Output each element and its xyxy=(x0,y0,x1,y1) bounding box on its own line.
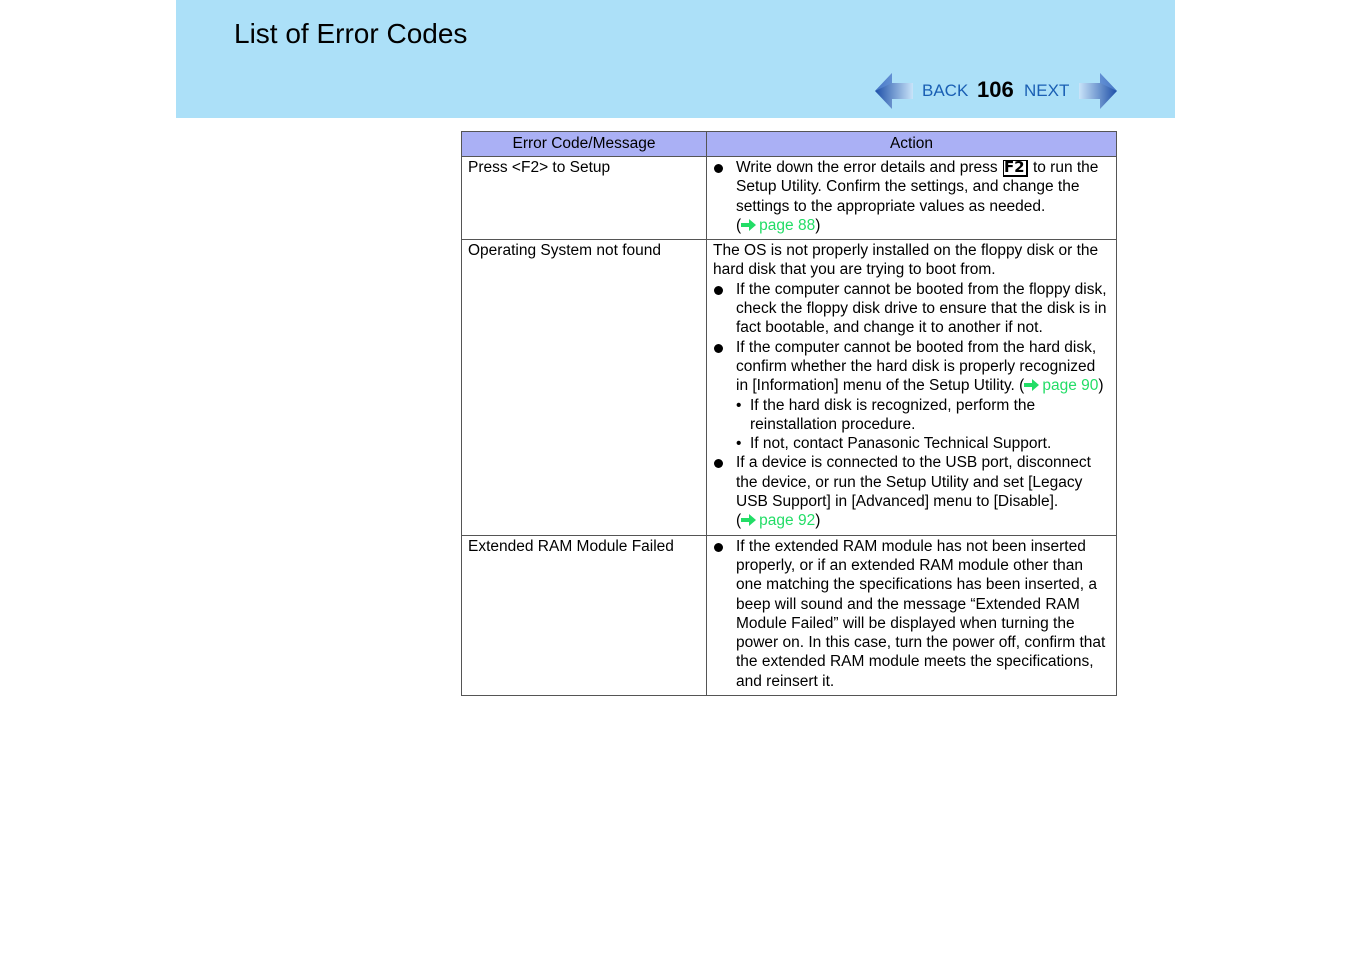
action-cell xyxy=(707,535,1117,695)
bullet-icon xyxy=(714,286,723,295)
bullet-icon xyxy=(714,459,723,468)
page-number: 106 xyxy=(977,77,1014,102)
error-codes-table xyxy=(461,131,1117,696)
bullet-item: If a device is connected to the USB port, disconnect the device, or run the Setup Utility and set [Legacy USB Support] in [Advanced] menu to [Disable]. ( page 92) xyxy=(713,453,1110,530)
bullet-icon xyxy=(714,344,723,353)
action-cell xyxy=(707,240,1117,535)
next-arrow-icon[interactable] xyxy=(1078,72,1118,110)
page-nav xyxy=(874,72,1119,110)
bullet-item: If the extended RAM module has not been inserted properly, or if an extended RAM module other than one matching the specifications has been inserted, a beep will sound and the message “Extended RAM Module Failed” will be displayed when turning the power on. In this case, turn the power off, confirm that the extended RAM module meets the specifications, and reinsert it. xyxy=(713,537,1110,691)
column-header-action: Action xyxy=(707,132,1117,157)
sub-bullet-icon: • xyxy=(736,435,742,453)
back-arrow-icon[interactable] xyxy=(874,72,914,110)
sub-bullet-icon: • xyxy=(736,396,742,414)
page-title: List of Error Codes xyxy=(234,18,468,49)
page-header xyxy=(176,0,1175,118)
table-header-row xyxy=(462,132,1117,157)
table-row xyxy=(462,240,1117,535)
page-link[interactable]: page 88 xyxy=(741,217,815,234)
back-link[interactable]: BACK xyxy=(922,81,969,100)
page-link[interactable]: page 92 xyxy=(741,512,815,529)
bullet-item: If the computer cannot be booted from the floppy disk, check the floppy disk drive to ensure that the disk is in fact bootable, and change it to another if not. xyxy=(713,280,1110,338)
error-code-cell: Operating System not found xyxy=(462,240,707,535)
bullet-icon xyxy=(714,164,723,173)
page-link[interactable]: page 90 xyxy=(1024,377,1098,394)
bullet-icon xyxy=(714,543,723,552)
action-cell xyxy=(707,157,1117,240)
column-header-code: Error Code/Message xyxy=(462,132,707,157)
next-link[interactable]: NEXT xyxy=(1024,81,1070,100)
sub-bullet-item: • If not, contact Panasonic Technical Support. xyxy=(736,435,1052,453)
sub-bullet-item: • If the hard disk is recognized, perform the reinstallation procedure. xyxy=(736,396,1036,433)
table-row xyxy=(462,157,1117,240)
link-arrow-icon xyxy=(1024,379,1039,391)
error-code-cell: Extended RAM Module Failed xyxy=(462,535,707,695)
bullet-item: Write down the error details and press F2 to run the Setup Utility. Confirm the settings, and change the settings to the appropriate values as needed. ( page 88) xyxy=(713,158,1110,235)
link-arrow-icon xyxy=(741,219,756,231)
f2-key-icon: F2 xyxy=(1003,160,1028,177)
error-code-cell: Press <F2> to Setup xyxy=(462,157,707,240)
table-row xyxy=(462,535,1117,695)
link-arrow-icon xyxy=(741,514,756,526)
bullet-item: If the computer cannot be booted from the hard disk, confirm whether the hard disk is properly recognized in [Information] menu of the Setup Utility. ( page 90) xyxy=(713,338,1110,396)
action-intro: The OS is not properly installed on the floppy disk or the hard disk that you are trying to boot from. xyxy=(713,242,1099,279)
